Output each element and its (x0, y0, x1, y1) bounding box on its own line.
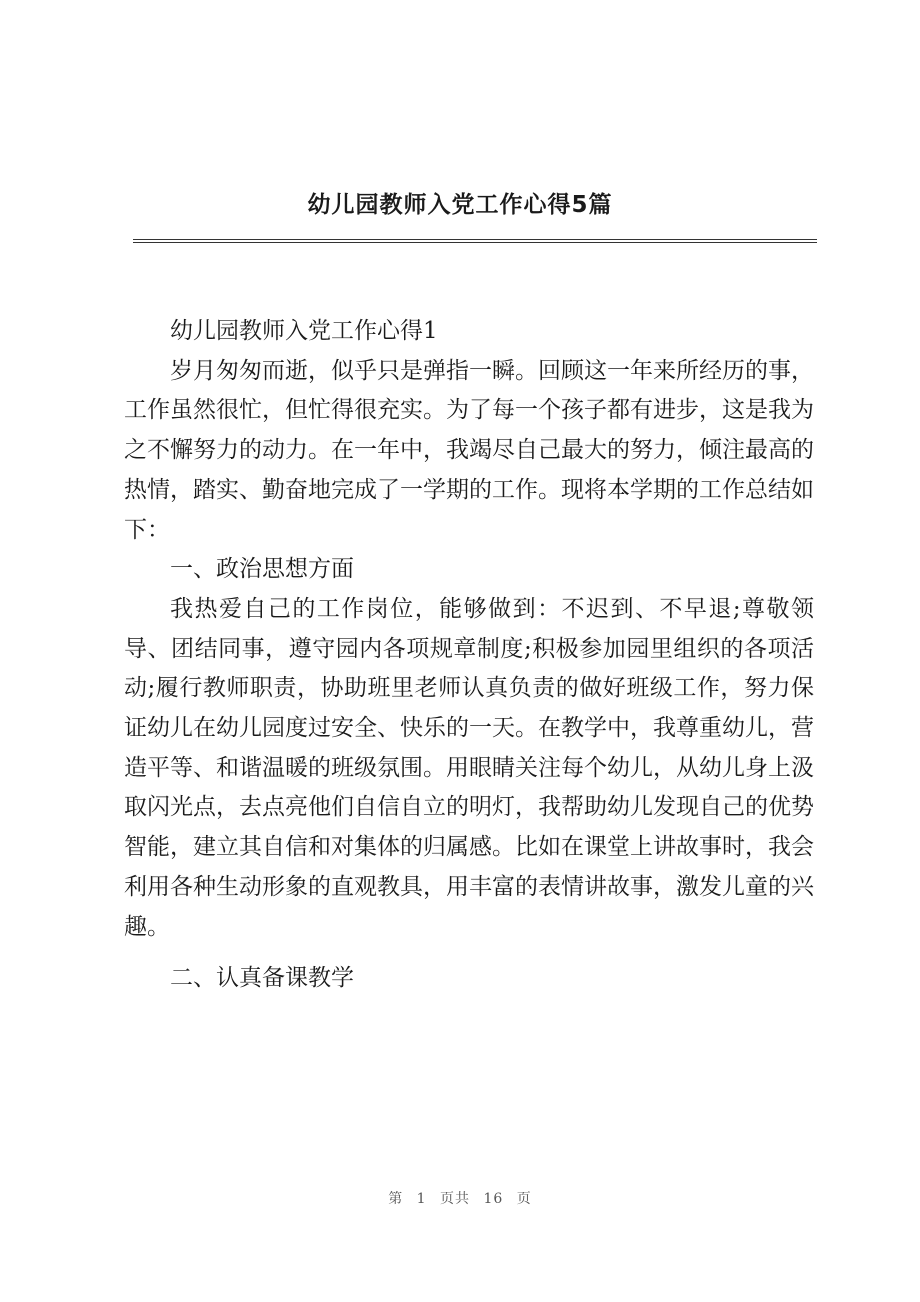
document-body (124, 312, 814, 999)
body-paragraph-intro: 岁月匆匆而逝，似乎只是弹指一瞬。回顾这一年来所经历的事，工作虽然很忙，但忙得很充实。为了每一个孩子都有进步，这是我为之不懈努力的动力。在一年中，我竭尽自己最大的努力，倾注最高的热情，踏实、勤奋地完成了一学期的工作。现将本学期的工作总结如下： (124, 357, 814, 543)
title-double-rule (133, 239, 817, 243)
page-number-footer: 第 1 页共 16 页 (388, 1191, 532, 1207)
section-heading-1: 幼儿园教师入党工作心得1 (170, 318, 438, 344)
section-heading-political: 一、政治思想方面 (170, 556, 354, 583)
document-title: 幼儿园教师入党工作心得5篇 (307, 192, 613, 218)
body-paragraph-political: 我热爱自己的工作岗位，能够做到：不迟到、不早退;尊敬领导、团结同事，遵守园内各项规章制度;积极参加园里组织的各项活动;履行教师职责，协助班里老师认真负责的做好班级工作，努力保证幼儿在幼儿园度过安全、快乐的一天。在教学中，我尊重幼儿，营造平等、和谐温暖的班级氛围。用眼睛关注每个幼儿，从幼儿身上汲取闪光点，去点亮他们自信自立的明灯，我帮助幼儿发现自己的优势智能，建立其自信和对集体的归属感。比如在课堂上讲故事时，我会利用各种生动形象的直观教具，用丰富的表情讲故事，激发儿童的兴趣。 (124, 595, 814, 940)
section-heading-teaching: 二、认真备课教学 (170, 965, 354, 992)
